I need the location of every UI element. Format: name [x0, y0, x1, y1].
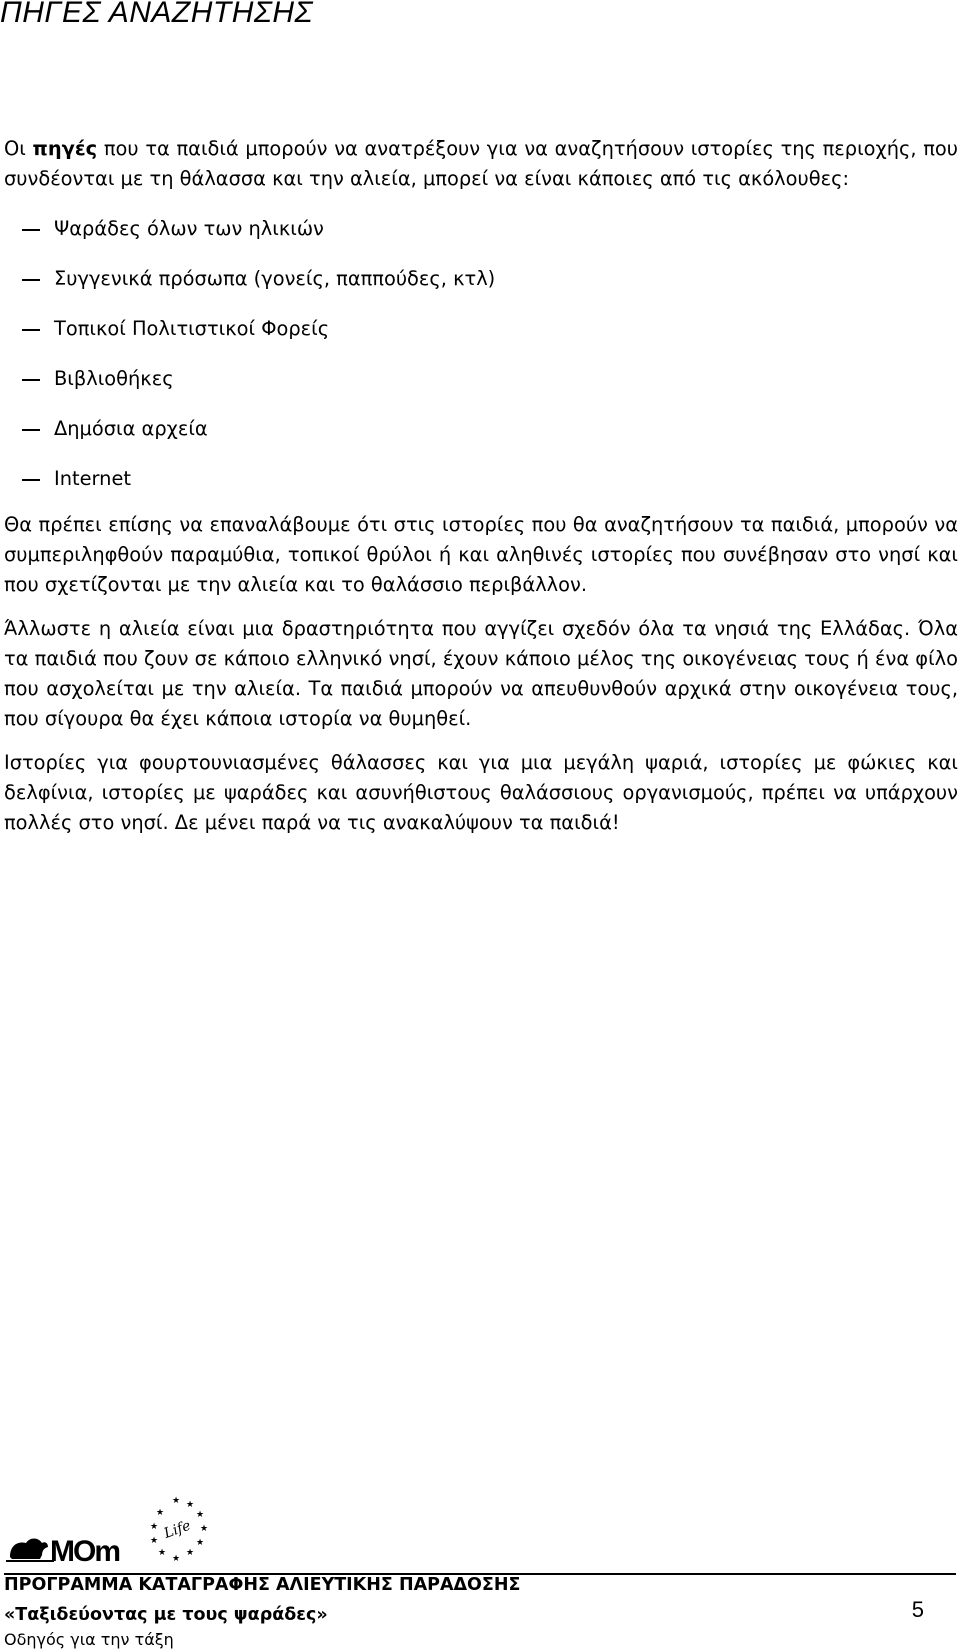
list-item-label: Ψαράδες όλων των ηλικιών [54, 217, 324, 240]
svg-text:★: ★ [196, 1510, 205, 1520]
list-item-label: Internet [54, 467, 131, 490]
svg-text:★: ★ [156, 1508, 165, 1518]
svg-text:★: ★ [150, 1536, 159, 1546]
document-body [4, 134, 958, 838]
list-item [4, 414, 958, 444]
list-item-label: Δημόσια αρχεία [54, 417, 208, 440]
footer-project: «Ταξιδεύοντας με τους ψαράδες» [4, 1605, 328, 1625]
footer-program: ΠΡΟΓΡΑΜΜΑ ΚΑΤΑΓΡΑΦΗΣ ΑΛΙΕΥΤΙΚΗΣ ΠΑΡΑΔΟΣΗΣ [4, 1575, 521, 1595]
svg-text:★: ★ [158, 1548, 167, 1558]
svg-text:★: ★ [172, 1496, 181, 1506]
dash-bullet-icon [22, 329, 40, 331]
page-number: 5 [911, 1597, 924, 1622]
dash-bullet-icon [22, 429, 40, 431]
paragraph-stories-types: Θα πρέπει επίσης να επαναλάβουμε ότι στις ιστορίες που θα αναζητήσουν τα παιδιά, μπορούν να συμπεριληφθούν παραμύθια, τοπικοί θρύλοι ή και αληθινές ιστορίες που συνέβησαν στο νησί και που σχετίζονται με την αλιεία και το θαλάσσιο περιβάλλον. [4, 513, 958, 596]
paragraph-fishing-islands: Άλλωστε η αλιεία είναι μια δραστηριότητα που αγγίζει σχεδόν όλα τα νησιά της Ελλάδας. Όλα τα παιδιά που ζουν σε κάποιο ελληνικό νησί, έχουν κάποιο μέλος της οικογένειας τους ή ένα φίλο που ασχολείται με την αλιεία. Τα παιδιά μπορούν να απευθυνθούν αρχικά στην οικογένεια τους, που σίγουρα θα έχει κάποια ιστορία να θυμηθεί. [4, 617, 958, 730]
intro-bold-word: πηγές [32, 137, 98, 160]
svg-text:★: ★ [186, 1500, 195, 1510]
footer-guide: Οδηγός για την τάξη [4, 1630, 174, 1649]
svg-text:★: ★ [200, 1524, 209, 1534]
list-item-label: Συγγενικά πρόσωπα (γονείς, παππούδες, κτλ) [54, 267, 496, 290]
logo [4, 1495, 214, 1565]
mom-logo-text: MOm [50, 1535, 119, 1565]
list-item [4, 364, 958, 394]
dash-bullet-icon [22, 379, 40, 381]
list-item [4, 214, 958, 244]
svg-text:★: ★ [172, 1554, 181, 1564]
intro-paragraph [4, 134, 958, 194]
seal-logo-icon [6, 1539, 54, 1562]
svg-text:★: ★ [186, 1548, 195, 1558]
list-item [4, 264, 958, 294]
dash-bullet-icon [22, 279, 40, 281]
list-item-label: Βιβλιοθήκες [54, 367, 174, 390]
list-item-label: Τοπικοί Πολιτιστικοί Φορείς [54, 317, 330, 340]
dash-bullet-icon [22, 479, 40, 481]
list-item [4, 314, 958, 344]
paragraph-stories-examples: Ιστορίες για φουρτουνιασμένες θάλασσες και για μια μεγάλη ψαριά, ιστορίες με φώκιες και δελφίνια, ιστορίες με ψαράδες και ασυνήθιστους θαλάσσιους οργανισμούς, πρέπει να υπάρχουν πολλές στο νησί. Δε μένει παρά να τις ανακαλύψουν τα παιδιά! [4, 751, 958, 834]
svg-text:★: ★ [150, 1522, 159, 1532]
list-item [4, 464, 958, 494]
svg-text:★: ★ [196, 1538, 205, 1548]
sources-list [4, 214, 958, 494]
dash-bullet-icon [22, 229, 40, 231]
life-logo-text: Life [161, 1517, 193, 1542]
page-title: ΠΗΓΕΣ ΑΝΑΖΗΤΗΣΗΣ [0, 0, 314, 29]
intro-rest: που τα παιδιά μπορούν να ανατρέξουν για να αναζητήσουν ιστορίες της περιοχής, που συνδέονται με τη θάλασσα και την αλιεία, μπορεί να είναι κάποιες από τις ακόλουθες: [4, 137, 958, 190]
intro-lead: Οι [4, 137, 33, 160]
